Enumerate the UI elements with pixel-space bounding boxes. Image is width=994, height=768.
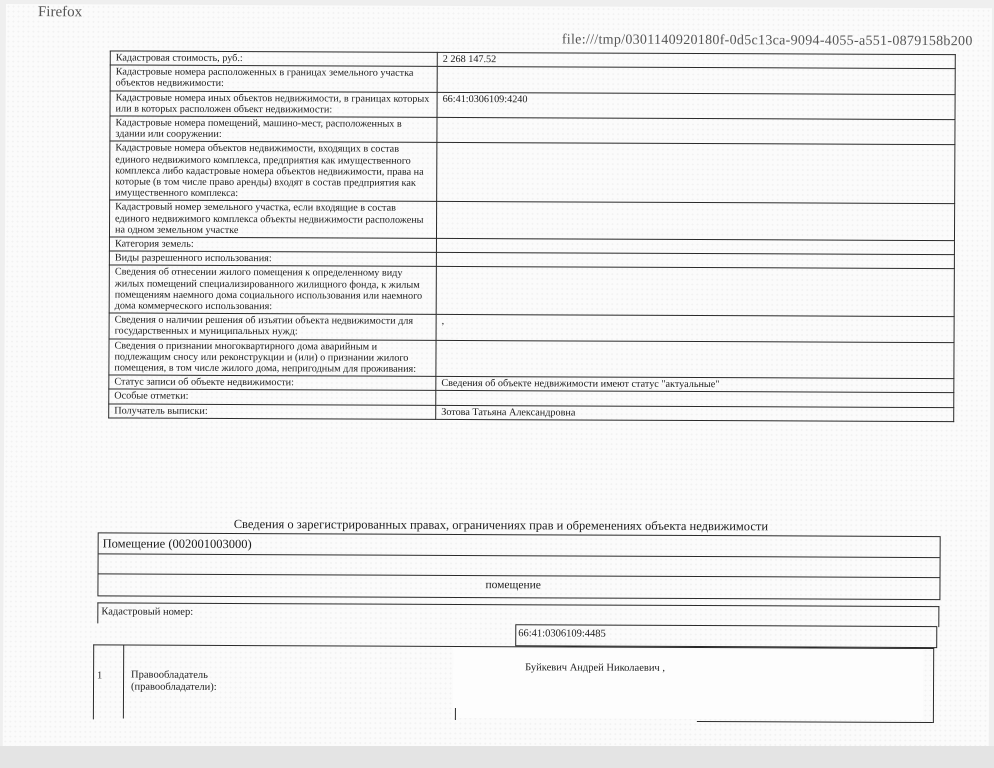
row-value	[436, 340, 954, 379]
cadastral-value: 66:41:0306109:4485	[518, 628, 606, 640]
row-value: 2 268 147.52	[437, 52, 955, 68]
table-row	[110, 141, 955, 204]
cadastral-label: Кадастровый номер:	[101, 606, 194, 618]
room-code: Помещение (002001003000)	[102, 536, 252, 552]
row-value	[437, 117, 955, 145]
scanned-document	[3, 4, 992, 750]
redacted-area	[453, 648, 923, 720]
row-label: Кадастровые номера помещений, машино-мест, расположенных в здании или сооружении:	[110, 116, 437, 143]
table-row	[109, 200, 954, 240]
row-label: Кадастровые номера расположенных в границах земельного участка объектов недвижимости:	[110, 65, 437, 92]
rightholder-box	[93, 644, 933, 724]
file-path-header: file:///tmp/0301140920180f-0d5c13ca-9094-4055-a551-0879158b200	[561, 32, 973, 50]
cadastral-box	[97, 602, 938, 648]
table-row	[109, 313, 954, 342]
table-row	[110, 65, 955, 94]
row-label: Кадастровые номера объектов недвижимости, входящих в состав единого недвижимого комплекса, предприятия как имущественного комплекса либо кадастровые номера объектов недвижимости, права на которые (в том числе право аренды) входят в состав предприятия как имущественного комплекса:	[110, 141, 437, 201]
table-row	[110, 116, 955, 145]
rights-section-title: Сведения о зарегистрированных правах, ограничениях прав и обременениях объекта недвижимости	[233, 516, 769, 534]
row-value: Сведения об объекте недвижимости имеют статус "актуальные"	[436, 377, 954, 393]
table-row	[109, 339, 954, 379]
row-value: 66:41:0306109:4240	[437, 92, 955, 120]
row-value	[437, 67, 955, 95]
row-label: Категория земель:	[109, 237, 436, 253]
row-label: Сведения о признании многоквартирного дома аварийным и подлежащим сносу или реконструкции и (или) о признании жилого помещения, в том числе жилого дома, непригодным для проживания:	[109, 339, 436, 377]
row-label: Виды разрешенного использования:	[109, 251, 436, 267]
table-row	[109, 404, 954, 422]
rightholder-number: 1	[97, 670, 103, 682]
row-label: Особые отметки:	[109, 389, 436, 405]
row-value: Зотова Татьяна Александровна	[436, 405, 954, 421]
row-value	[436, 267, 954, 317]
scan-bottom-margin	[0, 746, 994, 768]
row-label: Статус записи об объекте недвижимости:	[109, 375, 436, 391]
table-row	[109, 265, 954, 316]
row-label: Сведения об отнесении жилого помещения к определенному виду жилых помещений специализированного жилищного фонда, к жилым помещениям наемного дома социального использования или наемного дома коммерческого использования:	[109, 265, 436, 314]
room-type: помещение	[485, 579, 541, 592]
row-value	[437, 143, 955, 204]
property-details-table	[108, 50, 956, 422]
row-label: Получатель выписки:	[109, 404, 436, 420]
row-label: Кадастровая стоимость, руб.:	[110, 51, 437, 67]
row-value	[436, 202, 954, 241]
row-value: ,	[436, 315, 954, 343]
room-blank-row	[99, 553, 940, 578]
row-label: Сведения о наличии решения об изъятии объекта недвижимости для государственных и муниципальных нужд:	[109, 313, 436, 340]
table-row	[110, 91, 955, 120]
rightholder-label: Правообладатель (правообладатели):	[130, 669, 217, 693]
room-box	[97, 532, 940, 600]
rightholder-name: Буйкевич Андрей Николаевич ,	[525, 662, 666, 674]
browser-header-title: Firefox	[37, 4, 83, 21]
row-label: Кадастровые номера иных объектов недвижимости, в границах которых или в которых расположен объект недвижимости:	[110, 91, 437, 118]
row-label: Кадастровый номер земельного участка, если входящие в состав единого недвижимого комплекса объекты недвижимости расположены на одном земельном участке	[109, 200, 436, 238]
